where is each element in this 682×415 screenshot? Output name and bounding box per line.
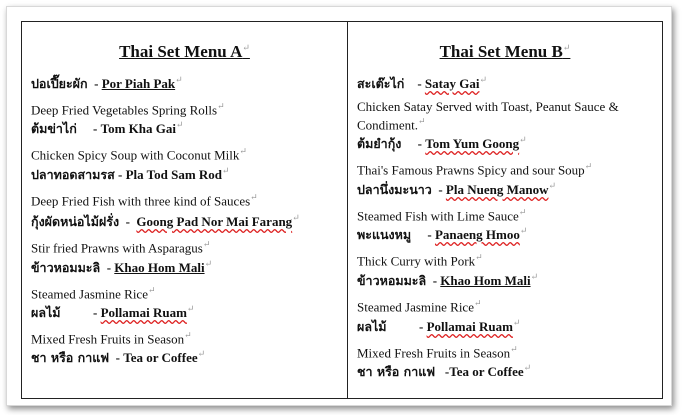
item-thai-name: ปลาทอดสามรส [31,167,115,182]
menu-b-item: สะเต๊ะไก่ - Satay Gai↵ Chicken Satay Served with Toast, Peanut Sauce & Condiment.↵ [357,74,656,132]
item-thai-name: กุ้งผัดหน่อไม้ฝรั่ง [31,214,120,229]
item-thai-name: ข้าวหอมมะลิ [31,260,101,275]
menu-a-item: กุ้งผัดหน่อไม้ฝรั่ง - Goong Pad Nor Mai Farang↵ Stir fried Prawns with Asparagus↵ [31,212,341,255]
menu-b-item: พะแนงหมู - Panaeng Hmoo↵ Thick Curry with Pork↵ [357,225,656,268]
menu-a-item: ปอเปี๊ยะผัก - Por Piah Pak↵ Deep Fried Vegetables Spring Rolls↵ [31,74,341,117]
item-thai-name: ต้มยำกุ้ง [357,136,402,151]
item-description: Steamed Jasmine Rice↵ [31,285,156,302]
item-roman-name: Pollamai Ruam [100,305,187,320]
item-thai-name: ปลานึ่งมะนาว [357,182,432,197]
menu-b-item: ต้มยำกุ้ง - Tom Yum Goong↵ Thai's Famous Prawns Spicy and sour Soup↵ [357,134,656,177]
item-roman-name: Tea or Coffee [449,364,524,379]
menu-b-item: ปลานึ่งมะนาว - Pla Nueng Manow↵ Steamed Fish with Lime Sauce↵ [357,180,656,223]
item-thai-name: ผลไม้ [31,305,61,320]
document-page [6,6,672,406]
menu-b-column [348,22,662,398]
item-roman-name: Tom Kha Gai [100,121,176,136]
menu-a-item: ปลาทอดสามรส - Pla Tod Sam Rod↵ Deep Fried Fish with three kind of Sauces↵ [31,165,341,208]
menu-table [21,21,663,399]
item-description: Thick Curry with Pork↵ [357,252,483,269]
menu-a-item: ผลไม้ - Pollamai Ruam↵ Mixed Fresh Fruits in Season↵ [31,303,341,346]
item-roman-name: Goong Pad Nor Mai Farang [136,214,293,229]
item-thai-name: ปอเปี๊ยะผัก [31,76,88,91]
item-roman-name: Tom Yum Goong [425,136,520,151]
item-description: Steamed Jasmine Rice↵ [357,298,482,315]
item-thai-name: ผลไม้ [357,319,387,334]
item-roman-name: Khao Hom Mali [440,273,531,288]
item-thai-name: สะเต๊ะไก่ [357,76,405,91]
menu-a-item: ชา หรือ กาแฟ - Tea or Coffee↵ [31,348,206,365]
item-description: Mixed Fresh Fruits in Season↵ [31,330,192,347]
item-roman-name: Pollamai Ruam [426,319,513,334]
item-thai-name: พะแนงหมู [357,227,412,242]
item-roman-name: Tea or Coffee [123,350,198,365]
menu-b-item: ข้าวหอมมะลิ - Khao Hom Mali↵ Steamed Jasmine Rice↵ [357,271,656,314]
item-description: Stir fried Prawns with Asparagus↵ [31,239,211,256]
item-description: Steamed Fish with Lime Sauce↵ [357,207,527,224]
item-roman-name: Khao Hom Mali [114,260,205,275]
item-description: Deep Fried Fish with three kind of Sauces↵ [31,192,258,209]
menu-a-column [22,22,348,398]
item-thai-name: ข้าวหอมมะลิ [357,273,427,288]
item-thai-name: ชา หรือ กาแฟ [357,364,436,379]
item-roman-name: Pla Tod Sam Rod [125,167,223,182]
item-roman-name: Por Piah Pak [101,76,176,91]
item-description: Thai's Famous Prawns Spicy and sour Soup↵ [357,161,593,178]
menu-b-item: ชา หรือ กาแฟ -Tea or Coffee↵ [357,362,532,379]
item-thai-name: ชา หรือ กาแฟ [31,350,110,365]
item-roman-name: Satay Gai [424,76,480,91]
menu-a-title: Thai Set Menu A↵ [119,42,250,61]
item-description: Chicken Satay Served with Toast, Peanut Sauce & Condiment.↵ [357,99,619,133]
item-description: Deep Fried Vegetables Spring Rolls↵ [31,101,225,118]
item-roman-name: Pla Nueng Manow [445,182,549,197]
menu-b-title: Thai Set Menu B↵ [439,42,571,61]
menu-a-item: ข้าวหอมมะลิ - Khao Hom Mali↵ Steamed Jasmine Rice↵ [31,258,341,301]
item-roman-name: Panaeng Hmoo [434,227,520,242]
item-thai-name: ต้มข่าไก่ [31,121,77,136]
menu-b-item: ผลไม้ - Pollamai Ruam↵ Mixed Fresh Fruits in Season↵ [357,317,656,360]
item-description: Chicken Spicy Soup with Coconut Milk↵ [31,146,247,163]
menu-a-item: ต้มข่าไก่ - Tom Kha Gai↵ Chicken Spicy Soup with Coconut Milk↵ [31,119,341,162]
item-description: Mixed Fresh Fruits in Season↵ [357,344,518,361]
